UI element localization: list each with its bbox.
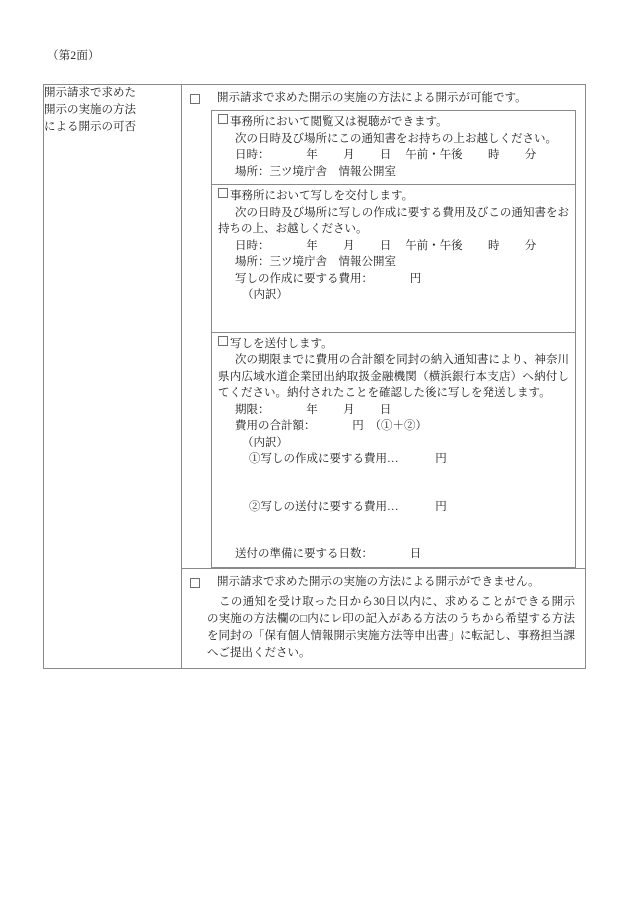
- option-disclosure-not-possible: [182, 569, 585, 668]
- field-unit-ampm: 午前・午後: [405, 239, 463, 252]
- method-copy-office-paragraph: 次の日時及び場所に写しの作成に要する費用及びこの通知書をお持ちの上、お越しください。: [218, 206, 569, 235]
- method-copy-office-place-field: 場所：三ツ境庁舎 情報公開室: [235, 256, 396, 268]
- field-unit-hour: 時: [487, 239, 500, 252]
- field-label-datetime: 日時：: [235, 149, 270, 161]
- option-possible-heading-text: 開示請求で求めた開示の実施の方法による開示が可能です。: [217, 92, 527, 104]
- row-label-text: [44, 85, 181, 136]
- spacer-fee-item-1: [218, 468, 569, 499]
- row-label-line-2: [44, 102, 181, 119]
- field-unit-minute: 分: [524, 149, 537, 161]
- method-inspection-datetime-field: [218, 147, 569, 164]
- field-unit-yen-shipping: 円: [435, 500, 447, 513]
- field-unit-day: 日: [379, 149, 392, 161]
- field-label-total-fee: 費用の合計額：: [235, 420, 316, 432]
- field-label-shipping-fee: ②写しの送付に要する費用…: [249, 500, 399, 513]
- method-mail-paragraph: 次の期限までに費用の合計額を同封の納入通知書により、神奈川県内広域水道企業団出納取扱金融機関（横浜銀行本支店）へ納付してください。納付されたことを確認した後に写しを発送します。: [218, 354, 569, 399]
- method-inspection-paragraph: 次の日時及び場所にこの通知書をお持ちの上お越しください。: [235, 132, 557, 145]
- checkbox-icon-method-inspection[interactable]: [218, 114, 228, 124]
- method-mail-title-text: 写しを送付します。: [230, 337, 333, 350]
- option-disclosure-possible: [182, 85, 585, 568]
- field-unit-hour: 時: [487, 149, 500, 161]
- option-not-possible-header: [182, 569, 585, 594]
- method-box-copy-by-mail: [211, 332, 576, 568]
- row-label-line-1: [44, 85, 181, 102]
- field-unit-year: 年: [306, 403, 318, 416]
- method-mail-deadline-field: [218, 402, 569, 419]
- page-header-label: （第2面）: [47, 50, 100, 62]
- cell-disclosure-possible: [182, 85, 586, 569]
- option-not-possible-body: [182, 594, 585, 668]
- row-label-line-3: [44, 119, 181, 136]
- option-not-possible-body-text: この通知を受け取った日から30日以内に、求めることができる開示の実施の方法欄の□内にレ印の記入がある方法のうちから希望する方法を同封の「保有個人情報開示実施方法等申出書」に転記し、事務担当課へご提出ください。: [207, 595, 575, 659]
- cell-disclosure-not-possible: [182, 568, 586, 668]
- checkbox-icon-disclosure-not-possible[interactable]: [190, 578, 200, 588]
- field-unit-year: 年: [306, 149, 318, 161]
- checkbox-icon-method-copy-by-mail[interactable]: [218, 336, 228, 346]
- field-unit-day: 日: [379, 239, 392, 252]
- method-copy-office-title-row: [218, 188, 569, 205]
- field-unit-yen-total: 円 （①＋②）: [352, 420, 428, 432]
- field-unit-yen: 円: [409, 272, 422, 285]
- method-copy-office-title-text: 事務所において写しを交付します。: [230, 190, 414, 202]
- option-possible-header: [182, 85, 585, 110]
- method-copy-office-breakdown-label: （内訳）: [242, 289, 288, 301]
- row-label-line-2-text: 開示の実施の方法: [44, 104, 136, 116]
- method-box-copy-at-office: [211, 184, 576, 332]
- method-mail-total-fee-field: [218, 418, 569, 435]
- field-unit-month: 月: [343, 239, 355, 252]
- option-not-possible-heading-text: 開示請求で求めた開示の実施の方法による開示ができません。: [217, 575, 540, 588]
- field-unit-ampm: 午前・午後: [405, 149, 463, 161]
- field-label-copy-fee: 写しの作成に要する費用：: [235, 272, 373, 285]
- method-mail-breakdown-label: （内訳）: [242, 436, 288, 449]
- field-label-creation-fee: ①写しの作成に要する費用…: [249, 453, 399, 465]
- method-copy-office-fee-field: [218, 271, 569, 288]
- spacer-copy-office-breakdown: [218, 304, 569, 328]
- row-label-line-1-text: 開示請求で求めた: [44, 87, 136, 99]
- checkbox-icon-disclosure-possible[interactable]: [190, 94, 200, 104]
- method-mail-title-row: [218, 336, 569, 353]
- method-inspection-title-row: [218, 114, 569, 131]
- method-mail-fee-item-1: [218, 451, 569, 468]
- method-mail-fee-item-2: [218, 499, 569, 516]
- field-unit-month: 月: [343, 403, 355, 416]
- row-label-line-3-text: による開示の可否: [44, 121, 136, 133]
- table-row-disclosure-possible: [44, 85, 586, 569]
- field-unit-year: 年: [306, 239, 318, 252]
- field-label-deadline: 期限：: [235, 403, 270, 416]
- field-unit-minute: 分: [524, 239, 537, 252]
- field-unit-days: 日: [409, 548, 422, 560]
- checkbox-icon-method-copy-at-office[interactable]: [218, 188, 228, 198]
- field-label-prep-days: 送付の準備に要する日数：: [235, 548, 373, 560]
- row-label-disclosure-method-availability: [44, 85, 182, 669]
- field-unit-month: 月: [343, 149, 355, 161]
- method-box-inspection: [211, 110, 576, 184]
- field-label-datetime: 日時：: [235, 239, 270, 252]
- method-inspection-place-field: 場所：三ツ境庁舎 情報公開室: [235, 165, 396, 178]
- field-unit-yen-creation: 円: [435, 453, 447, 465]
- method-mail-prep-days-field: [218, 546, 569, 563]
- method-copy-office-datetime-field: [218, 238, 569, 255]
- method-inspection-title-text: 事務所において閲覧又は視聴ができます。: [230, 116, 448, 128]
- field-unit-day: 日: [379, 403, 392, 416]
- disclosure-method-form-table: [43, 84, 586, 669]
- spacer-fee-item-2: [218, 515, 569, 546]
